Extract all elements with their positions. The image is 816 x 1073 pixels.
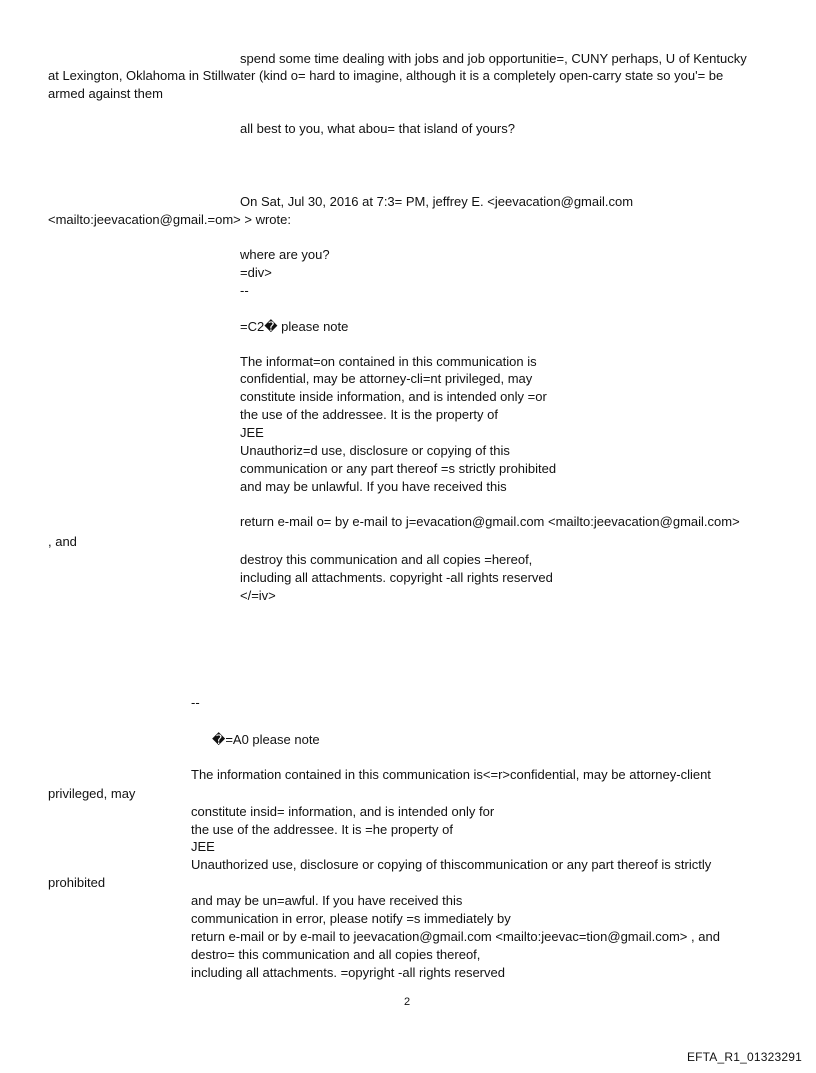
text-line: Unauthorized use, disclosure or copying of thiscommunication or any part thereof is strictly	[191, 857, 712, 872]
text-line: The information contained in this communication is<=r>confidential, may be attorney-client	[191, 767, 711, 782]
text-line: --	[191, 695, 200, 710]
text-line: </=iv>	[240, 588, 276, 603]
text-line: prohibited	[48, 875, 106, 890]
text-line: privileged, may	[48, 786, 136, 801]
text-line: The informat=on contained in this communication is	[240, 354, 537, 369]
text-line: the use of the addressee. It is =he property of	[191, 822, 453, 837]
text-line: armed against them	[48, 86, 163, 101]
text-line: including all attachments. =opyright -all rights reserved	[191, 965, 505, 980]
text-line: destroy this communication and all copies =hereof,	[240, 552, 533, 567]
text-line: and may be un=awful. If you have received this	[191, 893, 463, 908]
page-number: 2	[404, 996, 411, 1008]
text-line: <mailto:jeevacation@gmail.=om> > wrote:	[48, 212, 291, 227]
text-line: --	[240, 283, 249, 298]
text-line: the use of the addressee. It is the property of	[240, 407, 498, 422]
text-line: �=A0 please note	[212, 732, 320, 747]
text-line: communication or any part thereof =s strictly prohibited	[240, 461, 557, 476]
text-line: confidential, may be attorney-cli=nt privileged, may	[240, 371, 533, 386]
text-line: Unauthoriz=d use, disclosure or copying of this	[240, 443, 510, 458]
text-line: and may be unlawful. If you have received this	[240, 479, 507, 494]
text-line: return e-mail or by e-mail to jeevacation@gmail.com <mailto:jeevac=tion@gmail.com> , and	[191, 929, 720, 944]
text-line: , and	[48, 534, 77, 549]
text-line: communication in error, please notify =s immediately by	[191, 911, 511, 926]
text-line: return e-mail o= by e-mail to j=evacation@gmail.com <mailto:jeevacation@gmail.com>	[240, 514, 740, 529]
text-line: spend some time dealing with jobs and job opportunitie=, CUNY perhaps, U of Kentucky	[240, 51, 747, 66]
text-line: JEE	[191, 839, 215, 854]
text-line: all best to you, what abou= that island of yours?	[240, 121, 515, 136]
document-id-footer: EFTA_R1_01323291	[686, 1050, 802, 1064]
text-line: at Lexington, Oklahoma in Stillwater (kind o= hard to imagine, although it is a completely open-carry state so you'= be	[48, 68, 724, 83]
text-line: destro= this communication and all copies thereof,	[191, 947, 481, 962]
text-line: constitute insid= information, and is intended only for	[191, 804, 495, 819]
text-line: where are you?	[240, 247, 330, 262]
text-line: On Sat, Jul 30, 2016 at 7:3= PM, jeffrey E. <jeevacation@gmail.com	[240, 194, 634, 209]
text-line: constitute inside information, and is intended only =or	[240, 389, 547, 404]
text-line: including all attachments. copyright -all rights reserved	[240, 570, 553, 585]
text-line: =div>	[240, 265, 272, 280]
text-line: =C2� please note	[240, 319, 349, 334]
text-line: JEE	[240, 425, 264, 440]
